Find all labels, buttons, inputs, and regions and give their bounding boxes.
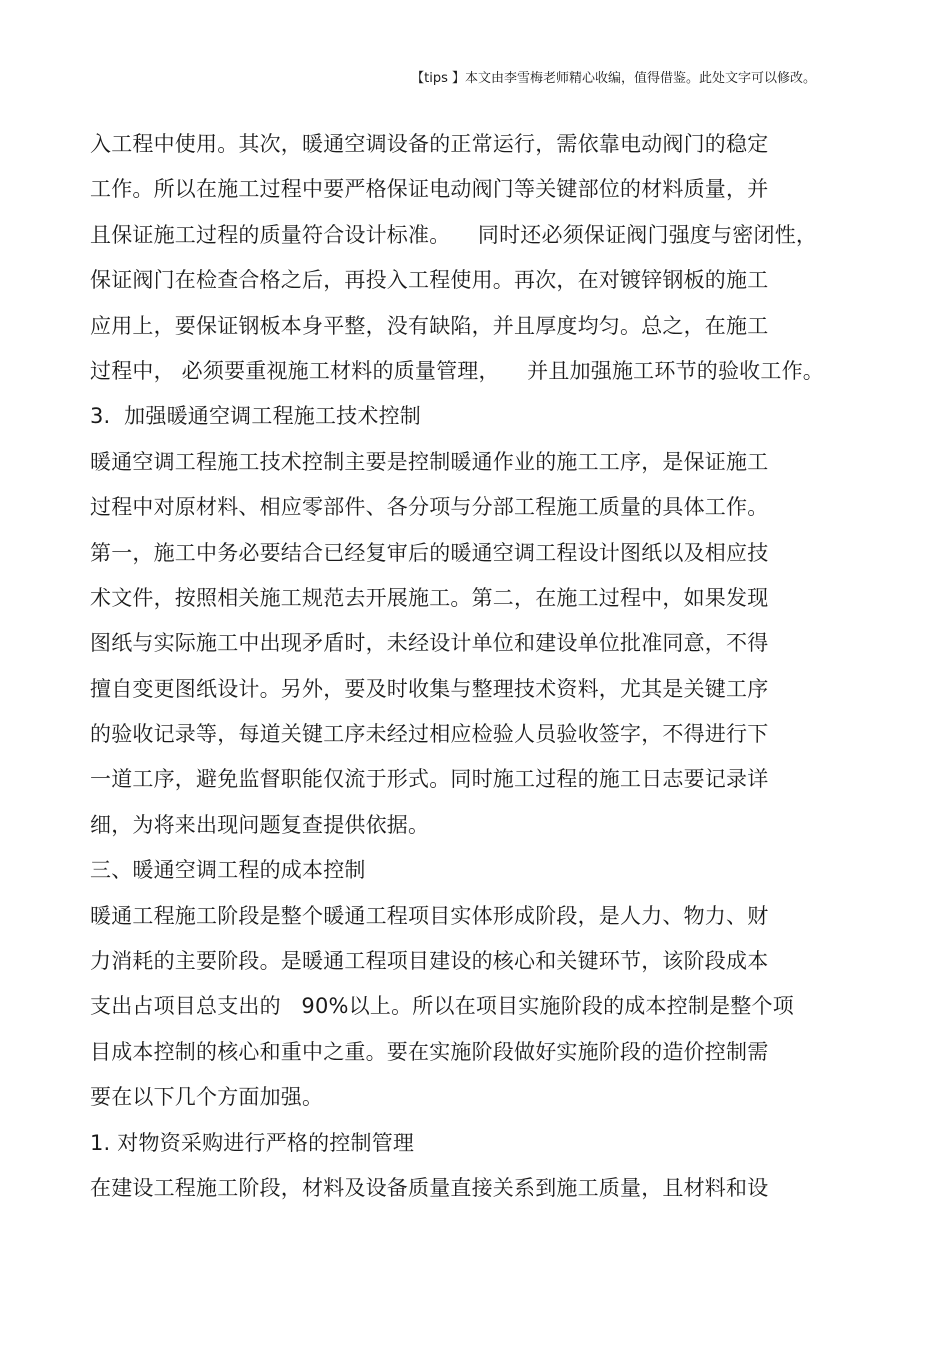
body-line: 第一，施工中务必要结合已经复审后的暖通空调工程设计图纸以及相应技 xyxy=(90,540,769,565)
section-heading: 3. 加强暖通空调工程施工技术控制 xyxy=(90,404,421,429)
body-line: 应用上，要保证钢板本身平整，没有缺陷，并且厚度均匀。总之，在施工 xyxy=(90,313,769,338)
section-heading: 1. 对物资采购进行严格的控制管理 xyxy=(90,1130,415,1155)
body-line: 一道工序，避免监督职能仅流于形式。同时施工过程的施工日志要记录详 xyxy=(90,767,769,792)
body-line: 术文件，按照相关施工规范去开展施工。第二，在施工过程中，如果发现 xyxy=(90,585,769,610)
body-line: 暖通空调工程施工技术控制主要是控制暖通作业的施工工序，是保证施工 xyxy=(90,449,769,474)
body-line: 力消耗的主要阶段。是暖通工程项目建设的核心和关键环节，该阶段成本 xyxy=(90,949,769,974)
body-line: 目成本控制的核心和重中之重。要在实施阶段做好实施阶段的造价控制需 xyxy=(90,1039,769,1064)
body-line: 细，为将来出现问题复查提供依据。 xyxy=(90,812,430,837)
body-line: 的验收记录等，每道关键工序未经过相应检验人员验收签字，不得进行下 xyxy=(90,722,769,747)
body-line: 且保证施工过程的质量符合设计标准。 同时还必须保证阀门强度与密闭性， xyxy=(90,222,818,247)
document-body xyxy=(90,128,850,1217)
body-line: 过程中对原材料、相应零部件、各分项与分部工程施工质量的具体工作。 xyxy=(90,495,769,520)
body-line: 擅自变更图纸设计。另外，要及时收集与整理技术资料，尤其是关键工序 xyxy=(90,676,769,701)
body-line: 入工程中使用。其次，暖通空调设备的正常运行，需依靠电动阀门的稳定 xyxy=(90,132,769,156)
body-line: 工作。所以在施工过程中要严格保证电动阀门等关键部位的材料质量，并 xyxy=(90,177,769,202)
header-tip: 【tips 】本文由李雪梅老师精心收编，值得借鉴。此处文字可以修改。 xyxy=(411,71,816,86)
body-line: 图纸与实际施工中出现矛盾时，未经设计单位和建设单位批准同意，不得 xyxy=(90,631,769,656)
body-line: 暖通工程施工阶段是整个暖通工程项目实体形成阶段，是人力、物力、财 xyxy=(90,903,769,928)
body-line: 在建设工程施工阶段，材料及设备质量直接关系到施工质量，且材料和设 xyxy=(90,1175,769,1200)
body-line: 过程中， 必须要重视施工材料的质量管理， 并且加强施工环节的验收工作。 xyxy=(90,358,824,383)
body-line: 保证阀门在检查合格之后，再投入工程使用。再次，在对镀锌钢板的施工 xyxy=(90,268,769,293)
body-line: 支出占项目总支出的 90%以上。所以在项目实施阶段的成本控制是整个项 xyxy=(90,994,794,1019)
body-line: 要在以下几个方面加强。 xyxy=(90,1085,324,1110)
section-heading: 三、暖通空调工程的成本控制 xyxy=(90,858,366,883)
